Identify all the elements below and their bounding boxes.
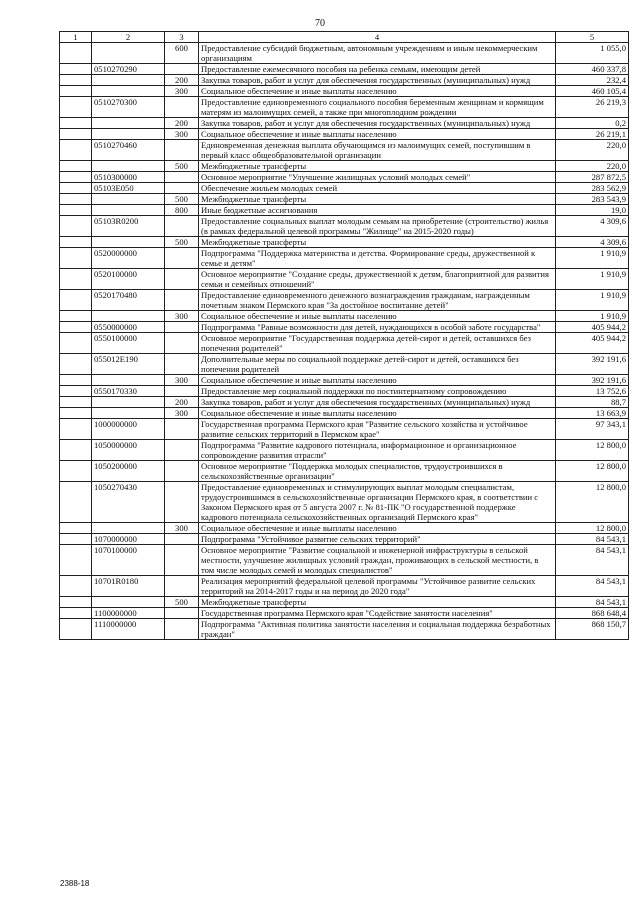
table-row: [60, 375, 629, 386]
table-row: [60, 386, 629, 397]
budget-table: [59, 31, 629, 640]
row-col-1: [60, 140, 92, 161]
header-col-5: 5: [556, 32, 629, 43]
item-name-cell: Социальное обеспечение и иные выплаты населению: [199, 523, 556, 534]
amount-cell: 287 872,5: [556, 172, 629, 183]
amount-cell: 12 800,0: [556, 523, 629, 534]
expense-type-cell: [165, 386, 199, 397]
table-row: [60, 419, 629, 440]
target-code-cell: 0510300000: [92, 172, 165, 183]
row-col-1: [60, 97, 92, 118]
item-name-cell: Подпрограмма "Активная политика занятости населения и социальная поддержка безработных граждан": [199, 619, 556, 640]
row-col-1: [60, 290, 92, 311]
target-code-cell: 1100000000: [92, 608, 165, 619]
row-col-1: [60, 386, 92, 397]
item-name-cell: Обеспечение жильем молодых семей: [199, 183, 556, 194]
table-row: [60, 322, 629, 333]
target-code-cell: 05103Е050: [92, 183, 165, 194]
amount-cell: 84 543,1: [556, 545, 629, 576]
amount-cell: 868 648,4: [556, 608, 629, 619]
row-col-1: [60, 408, 92, 419]
amount-cell: 13 663,9: [556, 408, 629, 419]
expense-type-cell: [165, 440, 199, 461]
expense-type-cell: 500: [165, 237, 199, 248]
item-name-cell: Закупка товаров, работ и услуг для обеспечения государственных (муниципальных) нужд: [199, 75, 556, 86]
table-header: [60, 32, 629, 43]
amount-cell: 405 944,2: [556, 322, 629, 333]
target-code-cell: [92, 523, 165, 534]
amount-cell: 1 910,9: [556, 290, 629, 311]
amount-cell: 392 191,6: [556, 375, 629, 386]
row-col-1: [60, 619, 92, 640]
row-col-1: [60, 205, 92, 216]
row-col-1: [60, 183, 92, 194]
item-name-cell: Подпрограмма "Поддержка материнства и детства. Формирование среды, дружественной к семье и детям": [199, 248, 556, 269]
row-col-1: [60, 75, 92, 86]
table-row: [60, 237, 629, 248]
item-name-cell: Подпрограмма "Развитие кадрового потенциала, информационное и организационное сопровождение развития отрасли": [199, 440, 556, 461]
amount-cell: 84 543,1: [556, 597, 629, 608]
table-row: [60, 64, 629, 75]
amount-cell: 97 343,1: [556, 419, 629, 440]
expense-type-cell: [165, 576, 199, 597]
row-col-1: [60, 172, 92, 183]
target-code-cell: 055012Е190: [92, 354, 165, 375]
expense-type-cell: [165, 97, 199, 118]
table-row: [60, 440, 629, 461]
item-name-cell: Предоставление ежемесячного пособия на ребенка семьям, имеющим детей: [199, 64, 556, 75]
expense-type-cell: [165, 461, 199, 482]
item-name-cell: Основное мероприятие "Развитие социальной и инженерной инфраструктуры в сельской местности, улучшение жилищных условий граждан, проживающих в сельской местности, в том числе молодых семей и молодых специалистов": [199, 545, 556, 576]
amount-cell: 4 309,6: [556, 237, 629, 248]
amount-cell: 19,0: [556, 205, 629, 216]
table-row: [60, 354, 629, 375]
table-row: [60, 97, 629, 118]
row-col-1: [60, 248, 92, 269]
amount-cell: 1 910,9: [556, 311, 629, 322]
target-code-cell: [92, 311, 165, 322]
target-code-cell: 10701R0180: [92, 576, 165, 597]
table-row: [60, 183, 629, 194]
expense-type-cell: 500: [165, 194, 199, 205]
item-name-cell: Основное мероприятие "Создание среды, дружественной к детям, благоприятной для развития семьи и семейных отношений": [199, 269, 556, 290]
target-code-cell: 05103R0200: [92, 216, 165, 237]
expense-type-cell: 500: [165, 597, 199, 608]
amount-cell: 84 543,1: [556, 576, 629, 597]
item-name-cell: Закупка товаров, работ и услуг для обеспечения государственных (муниципальных) нужд: [199, 397, 556, 408]
expense-type-cell: [165, 608, 199, 619]
target-code-cell: 0550100000: [92, 333, 165, 354]
target-code-cell: [92, 194, 165, 205]
row-col-1: [60, 461, 92, 482]
item-name-cell: Социальное обеспечение и иные выплаты населению: [199, 375, 556, 386]
expense-type-cell: [165, 354, 199, 375]
table-row: [60, 619, 629, 640]
table-row: [60, 311, 629, 322]
footer-code: 2388-18: [60, 879, 90, 888]
item-name-cell: Подпрограмма "Устойчивое развитие сельских территорий": [199, 534, 556, 545]
expense-type-cell: [165, 333, 199, 354]
target-code-cell: 1070000000: [92, 534, 165, 545]
target-code-cell: [92, 205, 165, 216]
expense-type-cell: 200: [165, 75, 199, 86]
amount-cell: 26 219,1: [556, 129, 629, 140]
row-col-1: [60, 129, 92, 140]
expense-type-cell: [165, 534, 199, 545]
table-row: [60, 161, 629, 172]
item-name-cell: Основное мероприятие "Государственная поддержка детей-сирот и детей, оставшихся без попечения родителей": [199, 333, 556, 354]
target-code-cell: 0550000000: [92, 322, 165, 333]
row-col-1: [60, 534, 92, 545]
header-col-1: 1: [60, 32, 92, 43]
target-code-cell: [92, 408, 165, 419]
row-col-1: [60, 43, 92, 64]
amount-cell: 12 800,0: [556, 461, 629, 482]
row-col-1: [60, 545, 92, 576]
header-row: [60, 32, 629, 43]
item-name-cell: Предоставление единовременных и стимулирующих выплат молодым специалистам, трудоустроившимся в сельскохозяйственные организации Пермского края, в соответствии с Законом Пермского края от 5 августа 2007 г. № 81-ПК "О государственной поддержке кадрового потенциала сельскохозяйственных организаций Пермского края": [199, 482, 556, 523]
row-col-1: [60, 216, 92, 237]
item-name-cell: Реализация мероприятий федеральной целевой программы "Устойчивое развитие сельских территорий на 2014-2017 годы и на период до 2020 года": [199, 576, 556, 597]
table-row: [60, 482, 629, 523]
table-row: [60, 248, 629, 269]
row-col-1: [60, 375, 92, 386]
table-row: [60, 534, 629, 545]
row-col-1: [60, 354, 92, 375]
item-name-cell: Основное мероприятие "Поддержка молодых специалистов, трудоустроившихся в сельскохозяйственные организации": [199, 461, 556, 482]
target-code-cell: [92, 237, 165, 248]
row-col-1: [60, 322, 92, 333]
expense-type-cell: 500: [165, 161, 199, 172]
expense-type-cell: 200: [165, 118, 199, 129]
expense-type-cell: 300: [165, 375, 199, 386]
expense-type-cell: 300: [165, 523, 199, 534]
row-col-1: [60, 269, 92, 290]
item-name-cell: Иные бюджетные ассигнования: [199, 205, 556, 216]
amount-cell: 283 562,9: [556, 183, 629, 194]
target-code-cell: [92, 129, 165, 140]
header-col-2: 2: [92, 32, 165, 43]
item-name-cell: Дополнительные меры по социальной поддержке детей-сирот и детей, оставшихся без попечения родителей: [199, 354, 556, 375]
row-col-1: [60, 311, 92, 322]
expense-type-cell: [165, 216, 199, 237]
target-code-cell: [92, 86, 165, 97]
target-code-cell: 0510270460: [92, 140, 165, 161]
target-code-cell: [92, 75, 165, 86]
expense-type-cell: [165, 64, 199, 75]
amount-cell: 232,4: [556, 75, 629, 86]
amount-cell: 84 543,1: [556, 534, 629, 545]
header-col-3: 3: [165, 32, 199, 43]
expense-type-cell: 300: [165, 86, 199, 97]
expense-type-cell: [165, 290, 199, 311]
table-row: [60, 397, 629, 408]
item-name-cell: Социальное обеспечение и иные выплаты населению: [199, 311, 556, 322]
expense-type-cell: [165, 545, 199, 576]
table-row: [60, 545, 629, 576]
row-col-1: [60, 440, 92, 461]
expense-type-cell: 800: [165, 205, 199, 216]
row-col-1: [60, 419, 92, 440]
target-code-cell: 1000000000: [92, 419, 165, 440]
amount-cell: 1 910,9: [556, 269, 629, 290]
row-col-1: [60, 64, 92, 75]
amount-cell: 1 910,9: [556, 248, 629, 269]
row-col-1: [60, 397, 92, 408]
table-row: [60, 118, 629, 129]
amount-cell: 1 055,0: [556, 43, 629, 64]
amount-cell: 868 150,7: [556, 619, 629, 640]
target-code-cell: 1050200000: [92, 461, 165, 482]
row-col-1: [60, 597, 92, 608]
item-name-cell: Предоставление единовременного денежного вознаграждения гражданам, награжденным почетным знаком Пермского края "За достойное воспитание детей": [199, 290, 556, 311]
expense-type-cell: [165, 172, 199, 183]
table-row: [60, 597, 629, 608]
amount-cell: 4 309,6: [556, 216, 629, 237]
table-row: [60, 75, 629, 86]
table-row: [60, 205, 629, 216]
amount-cell: 283 543,9: [556, 194, 629, 205]
item-name-cell: Межбюджетные трансферты: [199, 597, 556, 608]
item-name-cell: Социальное обеспечение и иные выплаты населению: [199, 86, 556, 97]
target-code-cell: 0520170480: [92, 290, 165, 311]
amount-cell: 405 944,2: [556, 333, 629, 354]
table-row: [60, 408, 629, 419]
table-row: [60, 461, 629, 482]
target-code-cell: [92, 161, 165, 172]
table-row: [60, 43, 629, 64]
row-col-1: [60, 161, 92, 172]
table-row: [60, 140, 629, 161]
row-col-1: [60, 608, 92, 619]
expense-type-cell: [165, 322, 199, 333]
item-name-cell: Межбюджетные трансферты: [199, 194, 556, 205]
amount-cell: 460 105,4: [556, 86, 629, 97]
item-name-cell: Предоставление мер социальной поддержки по постинтернатному сопровождению: [199, 386, 556, 397]
table-row: [60, 172, 629, 183]
amount-cell: 392 191,6: [556, 354, 629, 375]
table-row: [60, 194, 629, 205]
target-code-cell: 0510270300: [92, 97, 165, 118]
target-code-cell: 0550170330: [92, 386, 165, 397]
amount-cell: 88,7: [556, 397, 629, 408]
target-code-cell: 0510270290: [92, 64, 165, 75]
expense-type-cell: 300: [165, 129, 199, 140]
table-row: [60, 269, 629, 290]
item-name-cell: Закупка товаров, работ и услуг для обеспечения государственных (муниципальных) нужд: [199, 118, 556, 129]
target-code-cell: [92, 597, 165, 608]
item-name-cell: Государственная программа Пермского края "Содействие занятости населения": [199, 608, 556, 619]
item-name-cell: Межбюджетные трансферты: [199, 161, 556, 172]
item-name-cell: Социальное обеспечение и иные выплаты населению: [199, 408, 556, 419]
expense-type-cell: 300: [165, 311, 199, 322]
item-name-cell: Основное мероприятие "Улучшение жилищных условий молодых семей": [199, 172, 556, 183]
table-row: [60, 129, 629, 140]
row-col-1: [60, 194, 92, 205]
amount-cell: 13 752,6: [556, 386, 629, 397]
table-row: [60, 333, 629, 354]
row-col-1: [60, 118, 92, 129]
row-col-1: [60, 523, 92, 534]
expense-type-cell: [165, 419, 199, 440]
expense-type-cell: [165, 183, 199, 194]
item-name-cell: Предоставление единовременного социального пособия беременным женщинам и кормящим матерям из малоимущих семей, а также при многоплодном рождении: [199, 97, 556, 118]
target-code-cell: 0520100000: [92, 269, 165, 290]
expense-type-cell: 300: [165, 408, 199, 419]
expense-type-cell: [165, 269, 199, 290]
expense-type-cell: 200: [165, 397, 199, 408]
expense-type-cell: 600: [165, 43, 199, 64]
item-name-cell: Предоставление субсидий бюджетным, автономным учреждениям и иным некоммерческим организациям: [199, 43, 556, 64]
item-name-cell: Предоставление социальных выплат молодым семьям на приобретение (строительство) жилья (в рамках федеральной целевой программы "Жилище" на 2015-2020 годы): [199, 216, 556, 237]
target-code-cell: 1050270430: [92, 482, 165, 523]
target-code-cell: 1050000000: [92, 440, 165, 461]
expense-type-cell: [165, 140, 199, 161]
table-row: [60, 523, 629, 534]
amount-cell: 0,2: [556, 118, 629, 129]
target-code-cell: 0520000000: [92, 248, 165, 269]
row-col-1: [60, 333, 92, 354]
amount-cell: 460 337,8: [556, 64, 629, 75]
row-col-1: [60, 86, 92, 97]
row-col-1: [60, 237, 92, 248]
row-col-1: [60, 482, 92, 523]
amount-cell: 12 800,0: [556, 482, 629, 523]
target-code-cell: 1070100000: [92, 545, 165, 576]
expense-type-cell: [165, 248, 199, 269]
header-col-4: 4: [199, 32, 556, 43]
expense-type-cell: [165, 619, 199, 640]
target-code-cell: 1110000000: [92, 619, 165, 640]
item-name-cell: Межбюджетные трансферты: [199, 237, 556, 248]
amount-cell: 220,0: [556, 140, 629, 161]
page-number: 70: [315, 18, 325, 29]
table-row: [60, 86, 629, 97]
amount-cell: 12 800,0: [556, 440, 629, 461]
amount-cell: 26 219,3: [556, 97, 629, 118]
target-code-cell: [92, 375, 165, 386]
target-code-cell: [92, 43, 165, 64]
item-name-cell: Государственная программа Пермского края "Развитие сельского хозяйства и устойчивое развитие сельских территорий в Пермском крае": [199, 419, 556, 440]
item-name-cell: Единовременная денежная выплата обучающимся из малоимущих семей, поступившим в первый класс общеобразовательной организации: [199, 140, 556, 161]
table-row: [60, 290, 629, 311]
table-body: [60, 43, 629, 640]
amount-cell: 220,0: [556, 161, 629, 172]
table-row: [60, 576, 629, 597]
table-row: [60, 216, 629, 237]
target-code-cell: [92, 397, 165, 408]
target-code-cell: [92, 118, 165, 129]
row-col-1: [60, 576, 92, 597]
table-row: [60, 608, 629, 619]
item-name-cell: Социальное обеспечение и иные выплаты населению: [199, 129, 556, 140]
expense-type-cell: [165, 482, 199, 523]
item-name-cell: Подпрограмма "Равные возможности для детей, нуждающихся в особой заботе государства": [199, 322, 556, 333]
